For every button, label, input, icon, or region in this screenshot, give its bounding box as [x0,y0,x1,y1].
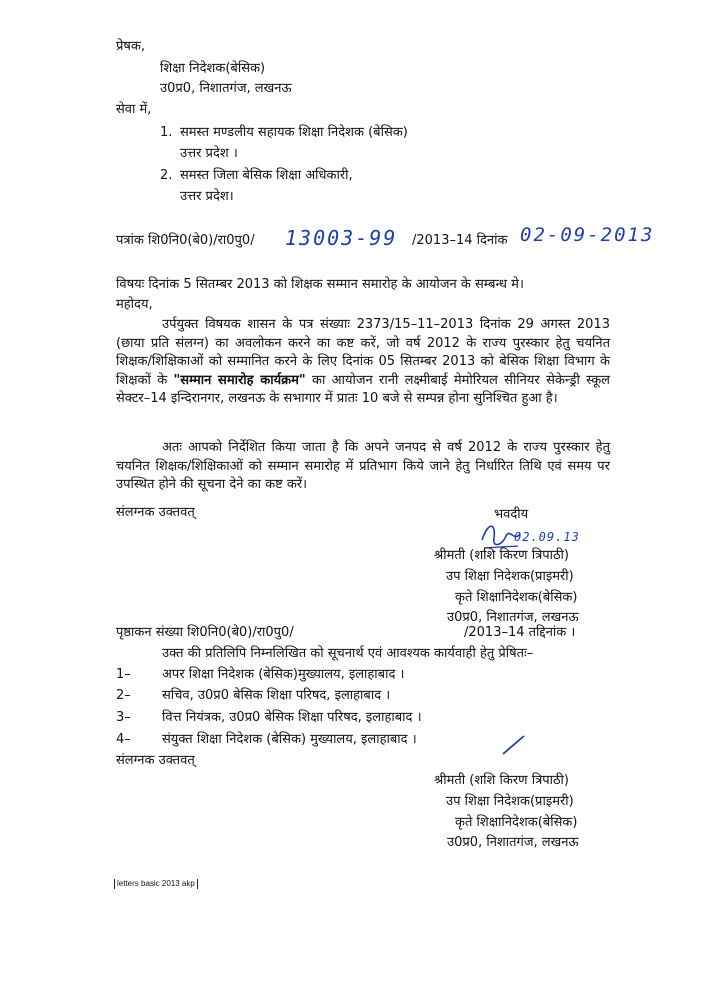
copy-list-item: अपर शिक्षा निदेशक (बेसिक)मुख्यालय, इलाहाबाद । [162,667,405,682]
enclosure-note-2: संलग्नक उक्तवत् [116,753,195,768]
initial-mark [500,732,530,758]
copy-list-item: सचिव, उ0प्र0 बेसिक शिक्षा परिषद, इलाहाबाद । [162,688,391,703]
programme-name: "सम्मान समारोह कार्यक्रम" [173,372,306,388]
paragraph-1-text: उर्पयुक्त विषयक शासन के पत्र संख्याः 2373/15–11–2013 दिनांक 29 अगस्त 2013 (छाया प्रति संलग्न) का अवलोकन करने का कष्ट करें, जो वर्ष 2012 के राज्य पुरस्कार हेतु चयनित शिक्षक/शिक्षिकाओं को सम्मानित करने के लिए दिनांक 05 सितम्बर 2013 को बेसिक शिक्षा विभाग के शिक्षकों के [116,317,610,388]
signatory-address-2: उ0प्र0, निशातगंज, लखनऊ [447,835,579,850]
letter-reference-year: /2013–14 दिनांक [412,233,508,248]
copy-list-item: संयुक्त शिक्षा निदेशक (बेसिक) मुख्यालय, इलाहाबाद । [162,732,417,747]
copy-list-number: 3– [116,710,131,725]
signatory-title: उप शिक्षा निदेशक(प्राइमरी) [446,569,574,584]
endorsement-prefix: पृष्ठाकन संख्या शि0नि0(बे0)/रा0पु0/ [116,625,294,640]
paragraph-1-continuation: का आयोजन रानी लक्ष्मीबाई मेमोरियल सीनियर सेकेन्ड्री स्कूल सेक्टर–14 इन्दिरानगर, लखनऊ के सभागार में प्रातः 10 बजे से सम्पन्न होना सुनिश्चित हुआ है। [116,372,610,406]
copy-list-item: वित्त नियंत्रक, उ0प्र0 बेसिक शिक्षा परिषद, इलाहाबाद । [162,710,422,725]
recipient-2-number: 2. [160,168,173,183]
sender-label: प्रेषक, [116,39,146,54]
signatory-name: श्रीमती (शशि किरण त्रिपाठी) [434,548,569,563]
sender-address: उ0प्र0, निशातगंज, लखनऊ [160,81,292,96]
handwritten-letter-number: 13003-99 [285,226,398,250]
sender-office: शिक्षा निदेशक(बेसिक) [160,61,266,76]
letter-reference-prefix: पत्रांक शि0नि0(बे0)/रा0पु0/ [116,233,255,248]
file-reference-note: letters basic 2013 akp [114,879,198,889]
recipient-1-number: 1. [160,125,173,140]
body-paragraph-1 [116,316,610,409]
copy-list-number: 1– [116,667,131,682]
signatory-address: उ0प्र0, निशातगंज, लखनऊ [447,610,579,625]
recipients-label: सेवा में, [116,102,152,117]
signatory-role-2: कृते शिक्षानिदेशक(बेसिक) [455,815,578,830]
copy-list-number: 2– [116,688,131,703]
endorsement-intro: उक्त की प्रतिलिपि निम्नलिखित को सूचनार्थ एवं आवश्यक कार्यवाही हेतु प्रेषितः– [162,646,534,661]
recipient-2-state: उत्तर प्रदेश। [180,189,234,204]
salutation: महोदय, [116,297,153,312]
signatory-role: कृते शिक्षानिदेशक(बेसिक) [455,590,578,605]
signatory-name-2: श्रीमती (शशि किरण त्रिपाठी) [434,773,569,788]
endorsement-suffix: /2013–14 तद्दिनांक । [464,625,576,640]
enclosure-note: संलग्नक उक्तवत् [116,505,195,520]
copy-list-number: 4– [116,732,131,747]
body-paragraph-2: अतः आपको निर्देशित किया जाता है कि अपने जनपद से वर्ष 2012 के राज्य पुरस्कार हेतु चयनित शिक्षक/शिक्षिकाओं को सम्मान समारोह में प्रतिभाग किये जाने हेतु निर्धारित तिथि एवं समय पर उपस्थित होने की सूचना देने का कष्ट करें। [116,440,610,492]
subject-line: विषयः दिनांक 5 सितम्बर 2013 को शिक्षक सम्मान समारोह के आयोजन के सम्बन्ध मे। [116,277,524,292]
recipient-1-state: उत्तर प्रदेश । [180,146,238,161]
recipient-1-title: समस्त मण्डलीय सहायक शिक्षा निदेशक (बेसिक) [180,125,408,140]
signatory-title-2: उप शिक्षा निदेशक(प्राइमरी) [446,794,574,809]
signature-date: 02.09.13 [514,530,580,544]
handwritten-date: 02-09-2013 [520,224,655,246]
closing-salutation: भवदीय [494,507,529,522]
recipient-2-title: समस्त जिला बेसिक शिक्षा अधिकारी, [180,168,353,183]
